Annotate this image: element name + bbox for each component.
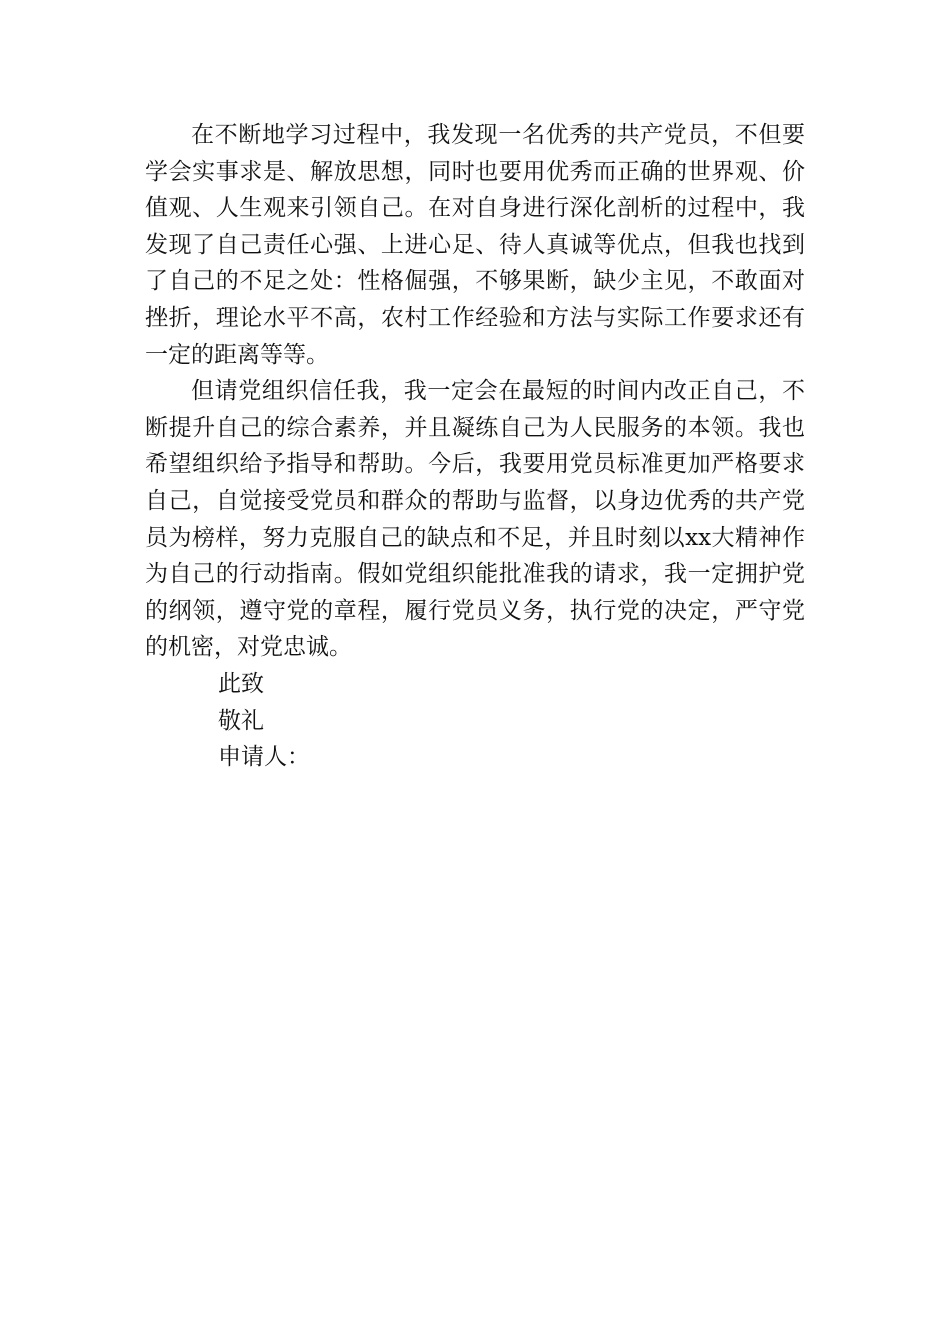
paragraph-commitment: 但请党组织信任我，我一定会在最短的时间内改正自己，不断提升自己的综合素养，并且凝练自己为人民服务的本领。我也希望组织给予指导和帮助。今后，我要用党员标准更加严格要求自己，自觉接受党员和群众的帮助与监督，以身边优秀的共产党员为榜样，努力克服自己的缺点和不足，并且时刻以xx大精神作为自己的行动指南。假如党组织能批准我的请求，我一定拥护党的纲领，遵守党的章程，履行党员义务，执行党的决定，严守党的机密，对党忠诚。 (145, 378, 805, 661)
closing-salutation: 此致 (218, 670, 264, 697)
closing-regards: 敬礼 (218, 707, 264, 734)
letter-body (145, 117, 805, 776)
paragraph-self-assessment: 在不断地学习过程中，我发现一名优秀的共产党员，不但要学会实事求是、解放思想，同时也要用优秀而正确的世界观、价值观、人生观来引领自己。在对自身进行深化剖析的过程中，我发现了自己责任心强、上进心足、待人真诚等优点，但我也找到了自己的不足之处：性格倔强，不够果断，缺少主见，不敢面对挫折，理论水平不高，农村工作经验和方法与实际工作要求还有一定的距离等等。 (145, 122, 805, 368)
applicant-label: 申请人： (218, 744, 310, 771)
